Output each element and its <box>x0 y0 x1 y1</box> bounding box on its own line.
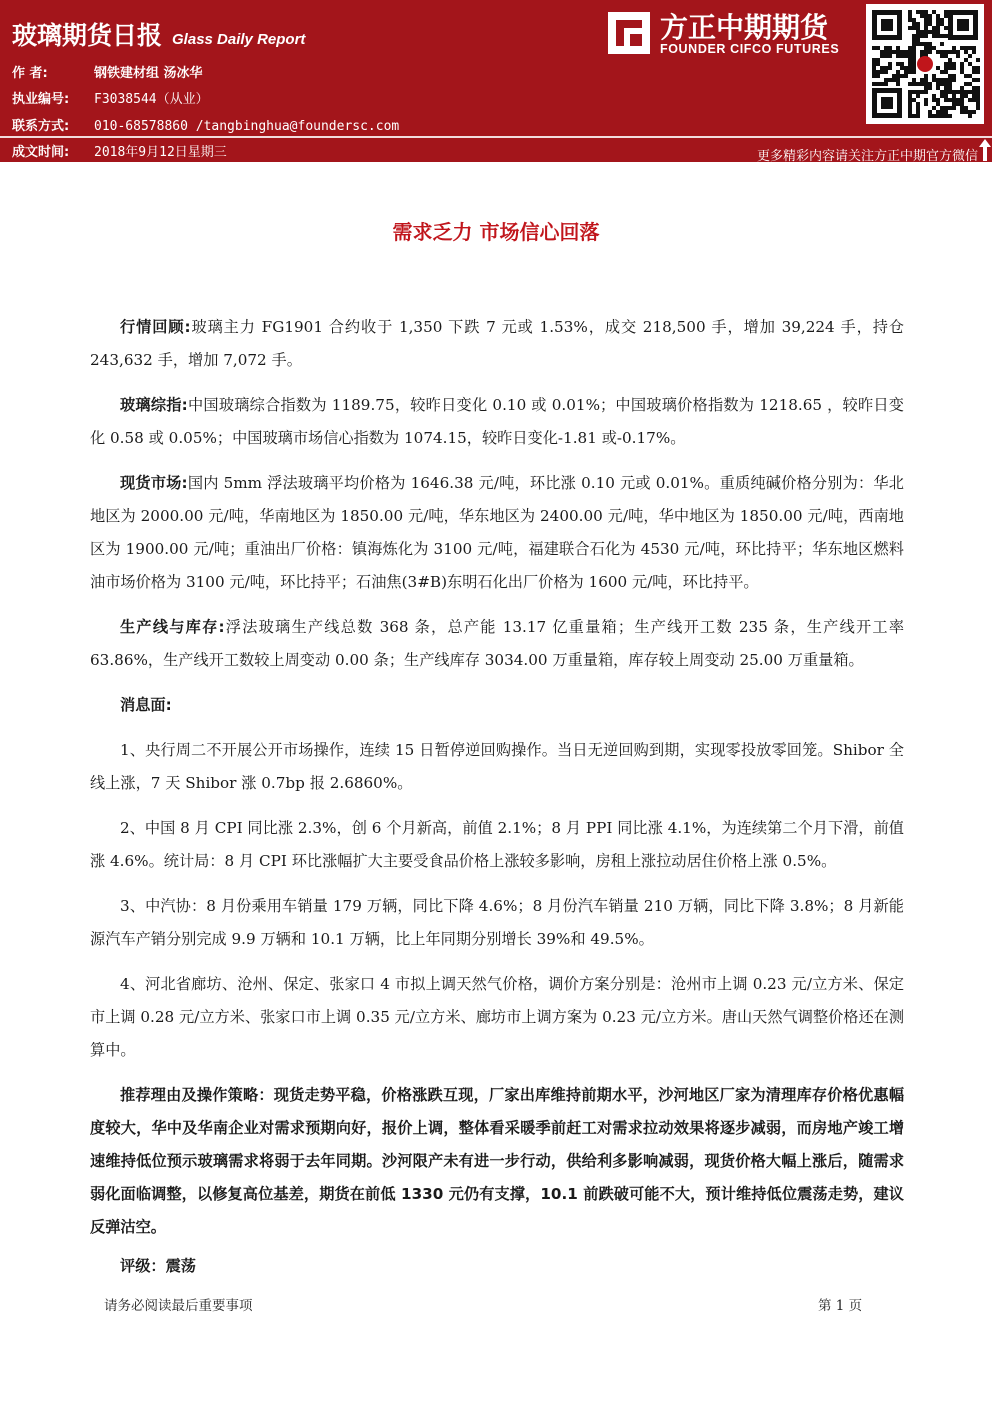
author-label: 作 者: <box>12 66 48 81</box>
news-item: 4、河北省廊坊、沧州、保定、张家口 4 市拟上调天然气价格，调价方案分别是：沧州市上调 0.23 元/立方米、保定市上调 0.28 元/立方米、张家口市上调 0.35 元/立方米、廊坊市上调方案为 0.23 元/立方米。唐山天然气调整价格还在测算中。 <box>90 975 905 1059</box>
production-paragraph <box>90 611 904 677</box>
date-label: 成文时间: <box>12 145 70 160</box>
qr-code-icon <box>866 4 984 124</box>
glass-index-paragraph <box>90 389 904 455</box>
logo-cn-text: 方正中期期货 <box>660 11 829 44</box>
up-arrow-icon <box>978 138 992 162</box>
report-title-cn: 玻璃期货日报 <box>12 21 163 50</box>
news-item: 3、中汽协：8 月份乘用车销量 179 万辆，同比下降 4.6%；8 月份汽车销量 210 万辆，同比下降 3.8%；8 月新能源汽车产销分别完成 9.9 万辆和 10.1 万辆，比上年同期分别增长 39%和 49.5%。 <box>90 897 904 948</box>
date-row <box>12 141 227 160</box>
news-heading: 消息面: <box>120 696 172 714</box>
page-number: 第 1 页 <box>818 1298 863 1314</box>
rating-paragraph: 评级：震荡 <box>120 1257 196 1275</box>
author-value: 钢铁建材组 汤冰华 <box>94 66 203 81</box>
glass-index-heading: 玻璃综指: <box>120 396 188 414</box>
production-heading: 生产线与库存: <box>120 618 225 636</box>
follow-wechat-text: 更多精彩内容请关注方正中期官方微信 <box>756 149 978 164</box>
author-row <box>12 62 203 81</box>
contact-value: 010-68578860 /tangbinghua@foundersc.com <box>94 119 400 134</box>
market-review-text: 玻璃主力 FG1901 合约收于 1,350 下跌 7 元或 1.53%，成交 218,500 手，增加 39,224 手，持仓 243,632 手，增加 7,072 手。 <box>90 318 904 369</box>
market-review-paragraph <box>90 311 904 377</box>
strategy-paragraph: 推荐理由及操作策略：现货走势平稳，价格涨跌互现，厂家出库维持前期水平，沙河地区厂家为清理库存价格优惠幅度较大，华中及华南企业对需求预期向好，报价上调，整体看采暖季前赶工对需求拉动效果将逐步减弱，而房地产竣工增速维持低位预示玻璃需求将弱于去年同期。沙河限产未有进一步行动，供给利多影响减弱，现货价格大幅上涨后，随需求弱化面临调整，以修复高位基差，期货在前低 1330 元仍有支撑，10.1 前跌破可能不大，预计维持低位震荡走势，建议反弹沽空。 <box>90 1086 904 1236</box>
header-divider <box>0 136 992 138</box>
market-review-heading: 行情回顾: <box>120 318 191 336</box>
report-title <box>12 16 305 52</box>
date-value: 2018年9月12日星期三 <box>94 145 227 160</box>
spot-market-text: 国内 5mm 浮法玻璃平均价格为 1646.38 元/吨，环比涨 0.10 元或 0.01%。重质纯碱价格分别为：华北地区为 2000.00 元/吨，华南地区为 1850.00 元/吨，华东地区为 2400.00 元/吨，华中地区为 1850.00 元/吨，西南地区为 1900.00 元/吨；重油出厂价格：镇海炼化为 3100 元/吨，福建联合石化为 4530 元/吨，环比持平；华东地区燃料油市场价格为 3100 元/吨，环比持平；石油焦(3#B)东明石化出厂价格为 1600 元/吨，环比持平。 <box>90 474 904 591</box>
spot-market-heading: 现货市场: <box>120 474 188 492</box>
report-body <box>90 311 904 1283</box>
license-row <box>12 88 209 107</box>
spot-market-paragraph <box>90 467 904 599</box>
logo-en-text: FOUNDER CIFCO FUTURES <box>660 42 840 56</box>
production-text: 浮法玻璃生产线总数 368 条，总产能 13.17 亿重量箱；生产线开工数 235 条，生产线开工率 63.86%，生产线开工数较上周变动 0.00 条；生产线库存 3034.00 万重量箱，库存较上周变动 25.00 万重量箱。 <box>90 618 905 669</box>
document-title: 需求乏力 市场信心回落 <box>392 220 600 244</box>
license-label: 执业编号: <box>12 92 70 107</box>
footer-notice: 请务必阅读最后重要事项 <box>104 1298 253 1314</box>
company-logo <box>600 6 858 62</box>
glass-index-text: 中国玻璃综合指数为 1189.75，较昨日变化 0.10 或 0.01%；中国玻璃价格指数为 1218.65 ，较昨日变化 0.58 或 0.05%；中国玻璃市场信心指数为 1074.15，较昨日变化-1.81 或-0.17%。 <box>90 396 904 447</box>
contact-row <box>12 115 399 134</box>
contact-label: 联系方式: <box>12 119 70 134</box>
report-header <box>0 0 992 162</box>
founder-logo-icon <box>606 10 652 56</box>
report-title-en: Glass Daily Report <box>172 31 306 48</box>
license-value: F3038544（从业） <box>94 92 209 107</box>
news-item: 1、央行周二不开展公开市场操作，连续 15 日暂停逆回购操作。当日无逆回购到期，实现零投放零回笼。Shibor 全线上涨，7 天 Shibor 涨 0.7bp 报 2.6860%。 <box>90 741 904 792</box>
news-item: 2、中国 8 月 CPI 同比涨 2.3%，创 6 个月新高，前值 2.1%；8 月 PPI 同比涨 4.1%，为连续第二个月下滑，前值涨 4.6%。统计局：8 月 CPI 环比涨幅扩大主要受食品价格上涨较多影响，房租上涨拉动居住价格上涨 0.5%。 <box>90 819 904 870</box>
